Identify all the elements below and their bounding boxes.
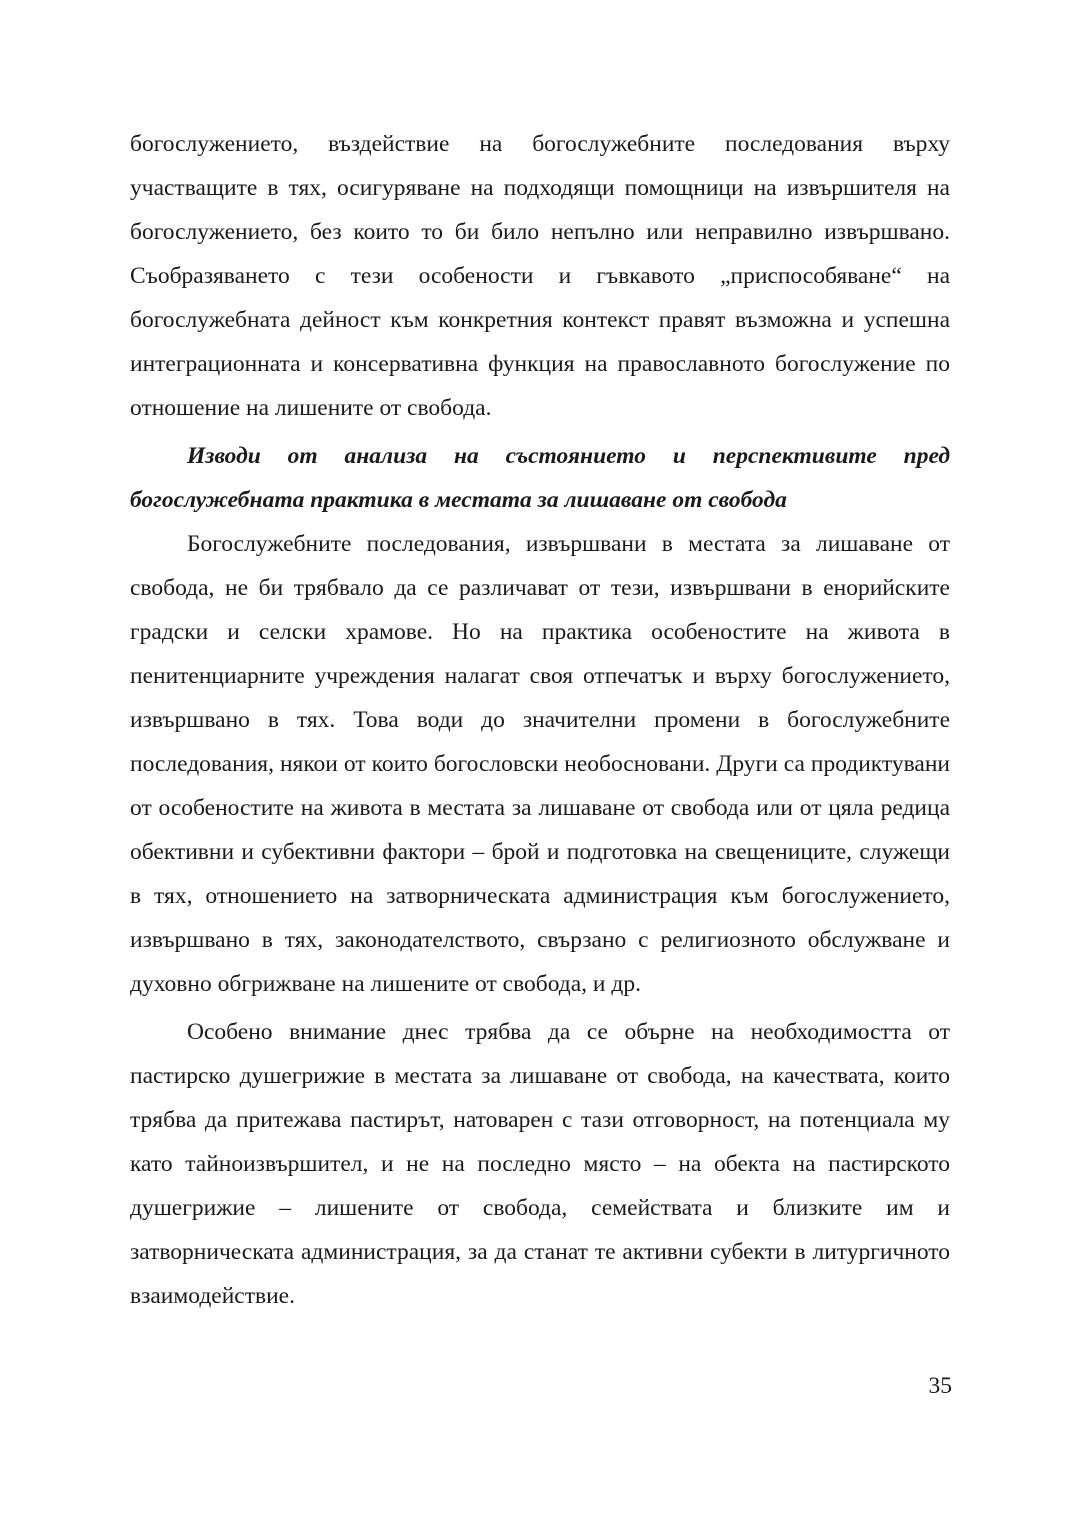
paragraph: Особено внимание днес трябва да се обърне на необходимостта от пастирско душегрижие в местата за лишаване от свобода, на качествата, които трябва да притежава пастирът, натоварен с тази отговорност, на потенциала му като тайноизвършител, и не на последно място – на обекта на пастирското душегрижие – лишените от свобода, семействата и близките им и затворническата администрация, за да станат те активни субекти в литургичното взаимодействие. [130,1019,950,1309]
section-heading: Изводи от анализа на състоянието и перспективите пред богослужебната практика в местата за лишаване от свобода [130,443,950,513]
page-number: 35 [928,1373,952,1399]
paragraph: Богослужебните последования, извършвани в местата за лишаване от свобода, не би трябвало да се различават от тези, извършвани в енорийските градски и селски храмове. Но на практика особеностите на живота в пенитенциарните учреждения налагат своя отпечатък и върху богослужението, извършвано в тях. Това води до значителни промени в богослужебните последования, някои от които богословски необосновани. Други са продиктувани от особеностите на живота в местата за лишаване от свобода или от цяла редица обективни и субективни фактори – брой и подготовка на свещениците, служещи в тях, отношението на затворническата администрация към богослужението, извършвано в тях, законодателството, свързано с религиозното обслужване и духовно обгрижване на лишените от свобода, и др. [130,531,950,997]
document-page [130,122,950,1318]
paragraph-continuation: богослужението, въздействие на богослужебните последования върху участващите в тях, осигуряване на подходящи помощници на извършителя на богослужението, без които то би било непълно или неправилно извършвано. Съобразяването с тези особености и гъвкавото „приспособяване“ на богослужебната дейност към конкретния контекст правят възможна и успешна интеграционната и консервативна функция на православното богослужение по отношение на лишените от свобода. [130,131,950,421]
